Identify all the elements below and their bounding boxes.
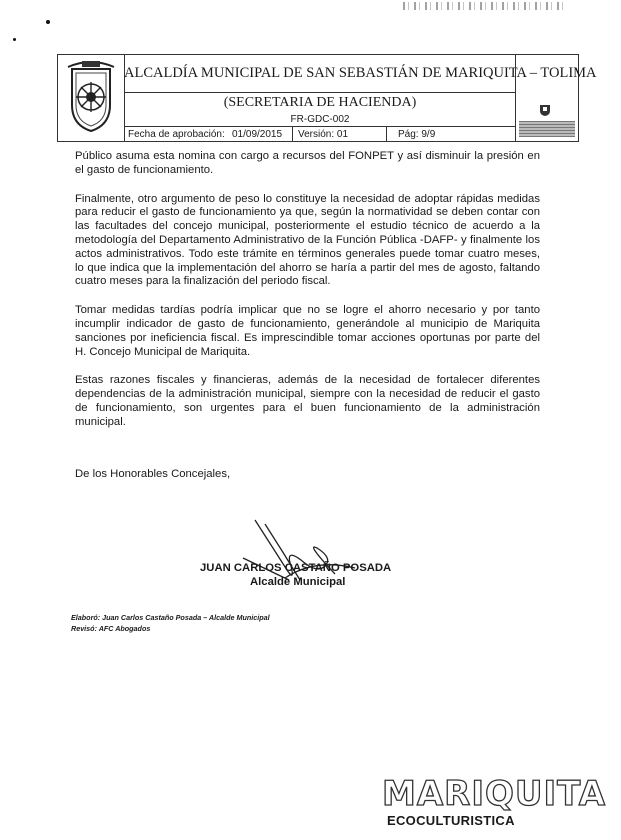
document-header [57, 54, 597, 142]
signer-title: Alcalde Municipal [250, 576, 346, 588]
paragraph-4: Estas razones fiscales y financieras, además de la necesidad de fortalecer diferentes dependencias de la administración municipal, siempre con la necesidad de reducir el gasto de funcionamiento, son urgentes para el buen funcionamiento de la administración municipal. [75, 374, 540, 428]
approval-label: Fecha de aprobación: [128, 129, 225, 140]
prepared-by: Elaboró: Juan Carlos Castaño Posada – Alcalde Municipal [71, 613, 270, 622]
reviewed-by: Revisó: AFC Abogados [71, 624, 151, 633]
approval-date: 01/09/2015 [232, 129, 283, 140]
header-right-cell [515, 55, 578, 141]
closing-salutation: De los Honorables Concejales, [75, 468, 231, 480]
mariquita-brand-logo [382, 774, 607, 828]
scan-dot [13, 38, 16, 41]
form-code: FR-GDC-002 [290, 114, 350, 125]
header-subtitle: (SECRETARIA DE HACIENDA) [223, 95, 417, 110]
header-meta-row [124, 126, 516, 142]
brand-tagline: ECOCULTURISTICA [387, 813, 515, 828]
footer-notes [71, 612, 270, 634]
municipal-shield-logo [58, 55, 125, 141]
header-title: ALCALDÍA MUNICIPAL DE SAN SEBASTIÁN DE MARIQUITA – TOLIMA [124, 55, 516, 93]
scan-artifact [403, 2, 563, 10]
paragraph-3: Tomar medidas tardías podría implicar que no se logre el ahorro necesario y por tanto incumplir indicador de gasto de funcionamiento, generándole al municipio de Mariquita sanciones por ineficiencia fiscal. Es imprescindible tomar acciones oportunas por parte del H. Concejo Municipal de Mariquita. [75, 304, 540, 358]
page-number: Pág: 9/9 [398, 129, 436, 140]
small-shield-icon [538, 103, 552, 117]
letter-body [75, 150, 540, 445]
paragraph-2: Finalmente, otro argumento de peso lo constituye la necesidad de adoptar rápidas medidas para reducir el gasto de funcionamiento ya que, según la normatividad se deben contar con las facultades del concejo municipal, posteriormente el estudio técnico de acuerdo a la metodología del Departamento Administrativo de la Función Pública -DAFP- y finalmente los actos administrativos. Todo este trámite en términos generales puede tomar cuatro meses, lo que indica que la implementación del ahorro se haría a partir del mes de agosto, faltando cuatro meses para la finalización del periodo fiscal. [75, 192, 540, 288]
scan-dot [46, 20, 50, 24]
scanned-stamp [519, 121, 575, 137]
brand-word: MARIQUITA [382, 774, 607, 814]
signer-name: JUAN CARLOS CASTAÑO POSADA [200, 562, 392, 574]
paragraph-1: Público asuma esta nomina con cargo a recursos del FONPET y así disminuir la presión en el gasto de funcionamiento. [75, 150, 540, 176]
version-label: Versión: 01 [298, 129, 349, 140]
